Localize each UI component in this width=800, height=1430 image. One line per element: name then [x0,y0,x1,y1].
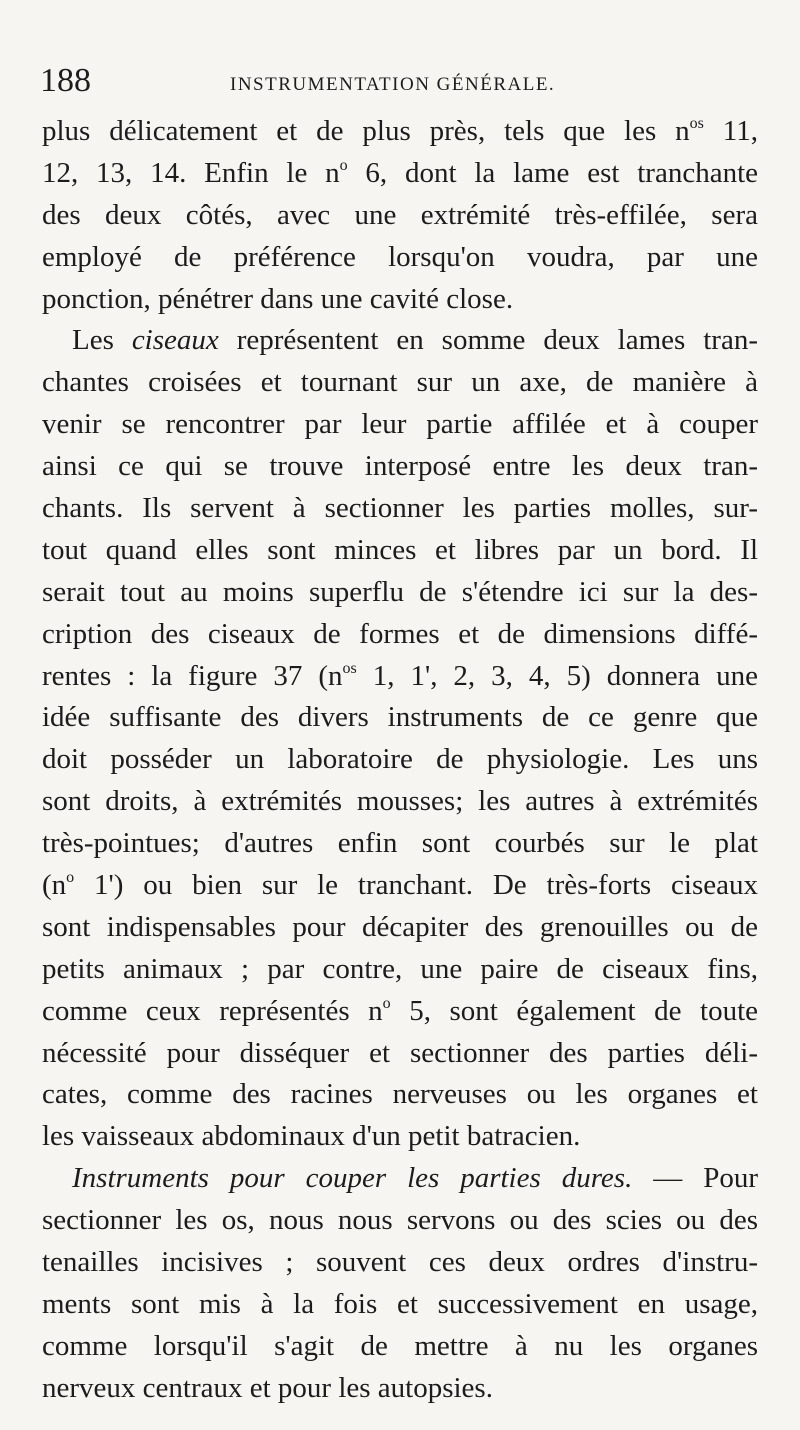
text-line: cates, comme des racines nerveuses ou les organes et [42,1078,758,1111]
text-line: ainsi ce qui se trouve interposé entre les deux tran- [42,450,758,483]
running-title: INSTRUMENTATION GÉNÉRALE. [230,74,556,95]
text-line: comme ceux représentés $n^o$ 5, sont également de toute [42,994,759,1027]
text-line: nécessité pour disséquer et sectionner des parties déli- [42,1036,758,1069]
text-line: tenailles incisives ; souvent ces deux ordres d'instru- [42,1246,758,1279]
text-line: doit posséder un laboratoire de physiologie. Les uns [42,743,758,776]
text-line: chants. Ils servent à sectionner les parties molles, sur- [42,492,758,525]
text-line: rentes : la figure 37 ($n^{os}$ 1, 1', 2, 3, 4, 5) donnera une [42,659,758,692]
page-number: 188 [40,62,91,99]
text-line: serait tout au moins superflu de s'étendre ici sur la des- [42,575,758,608]
running-head [40,62,770,102]
paragraph-end-line: ponction, pénétrer dans une cavité close. [42,282,514,315]
text-line: plus délicatement et de plus près, tels que les $n^{os}$ 11, [42,115,758,147]
paragraph-start-line: Instruments pour couper les parties dures. — Pour [72,1162,758,1195]
paragraph-end-line: nerveux centraux et pour les autopsies. [42,1371,493,1404]
text-line: très-pointues; d'autres enfin sont courbés sur le plat [42,827,758,860]
text-line: employé de préférence lorsqu'on voudra, par une [42,240,758,273]
body-text [42,111,758,1410]
text-line: 12, 13, 14. Enfin le $n^o$ 6, dont la lame est tranchante [42,156,758,189]
paragraph-start-line: Les ciseaux représentent en somme deux lames tran- [72,324,758,357]
text-line: sectionner les os, nous nous servons ou des scies ou des [42,1204,758,1237]
text-line: chantes croisées et tournant sur un axe, de manière à [42,366,758,399]
italic-heading: Instruments pour couper les parties dures. [72,1162,633,1195]
text-line: ($n^o$ 1') ou bien sur le tranchant. De très-forts ciseaux [42,869,758,902]
text-line: ments sont mis à la fois et successivement en usage, [42,1287,758,1320]
text-line: sont droits, à extrémités mousses; les autres à extrémités [42,785,758,818]
text-line: tout quand elles sont minces et libres par un bord. Il [42,533,758,566]
text-line: petits animaux ; par contre, une paire de ciseaux fins, [42,952,758,985]
italic-term: ciseaux [131,324,219,357]
text-line: des deux côtés, avec une extrémité très-effilée, sera [42,198,758,231]
paragraph-end-line: les vaisseaux abdominaux d'un petit batracien. [42,1120,581,1153]
text-line: venir se rencontrer par leur partie affilée et à couper [42,408,758,441]
text-line: comme lorsqu'il s'agit de mettre à nu les organes [42,1329,758,1362]
text-line: sont indispensables pour décapiter des grenouilles ou de [42,910,758,943]
text-line: cription des ciseaux de formes et de dimensions diffé- [42,617,758,650]
text-line: idée suffisante des divers instruments de ce genre que [42,701,758,734]
